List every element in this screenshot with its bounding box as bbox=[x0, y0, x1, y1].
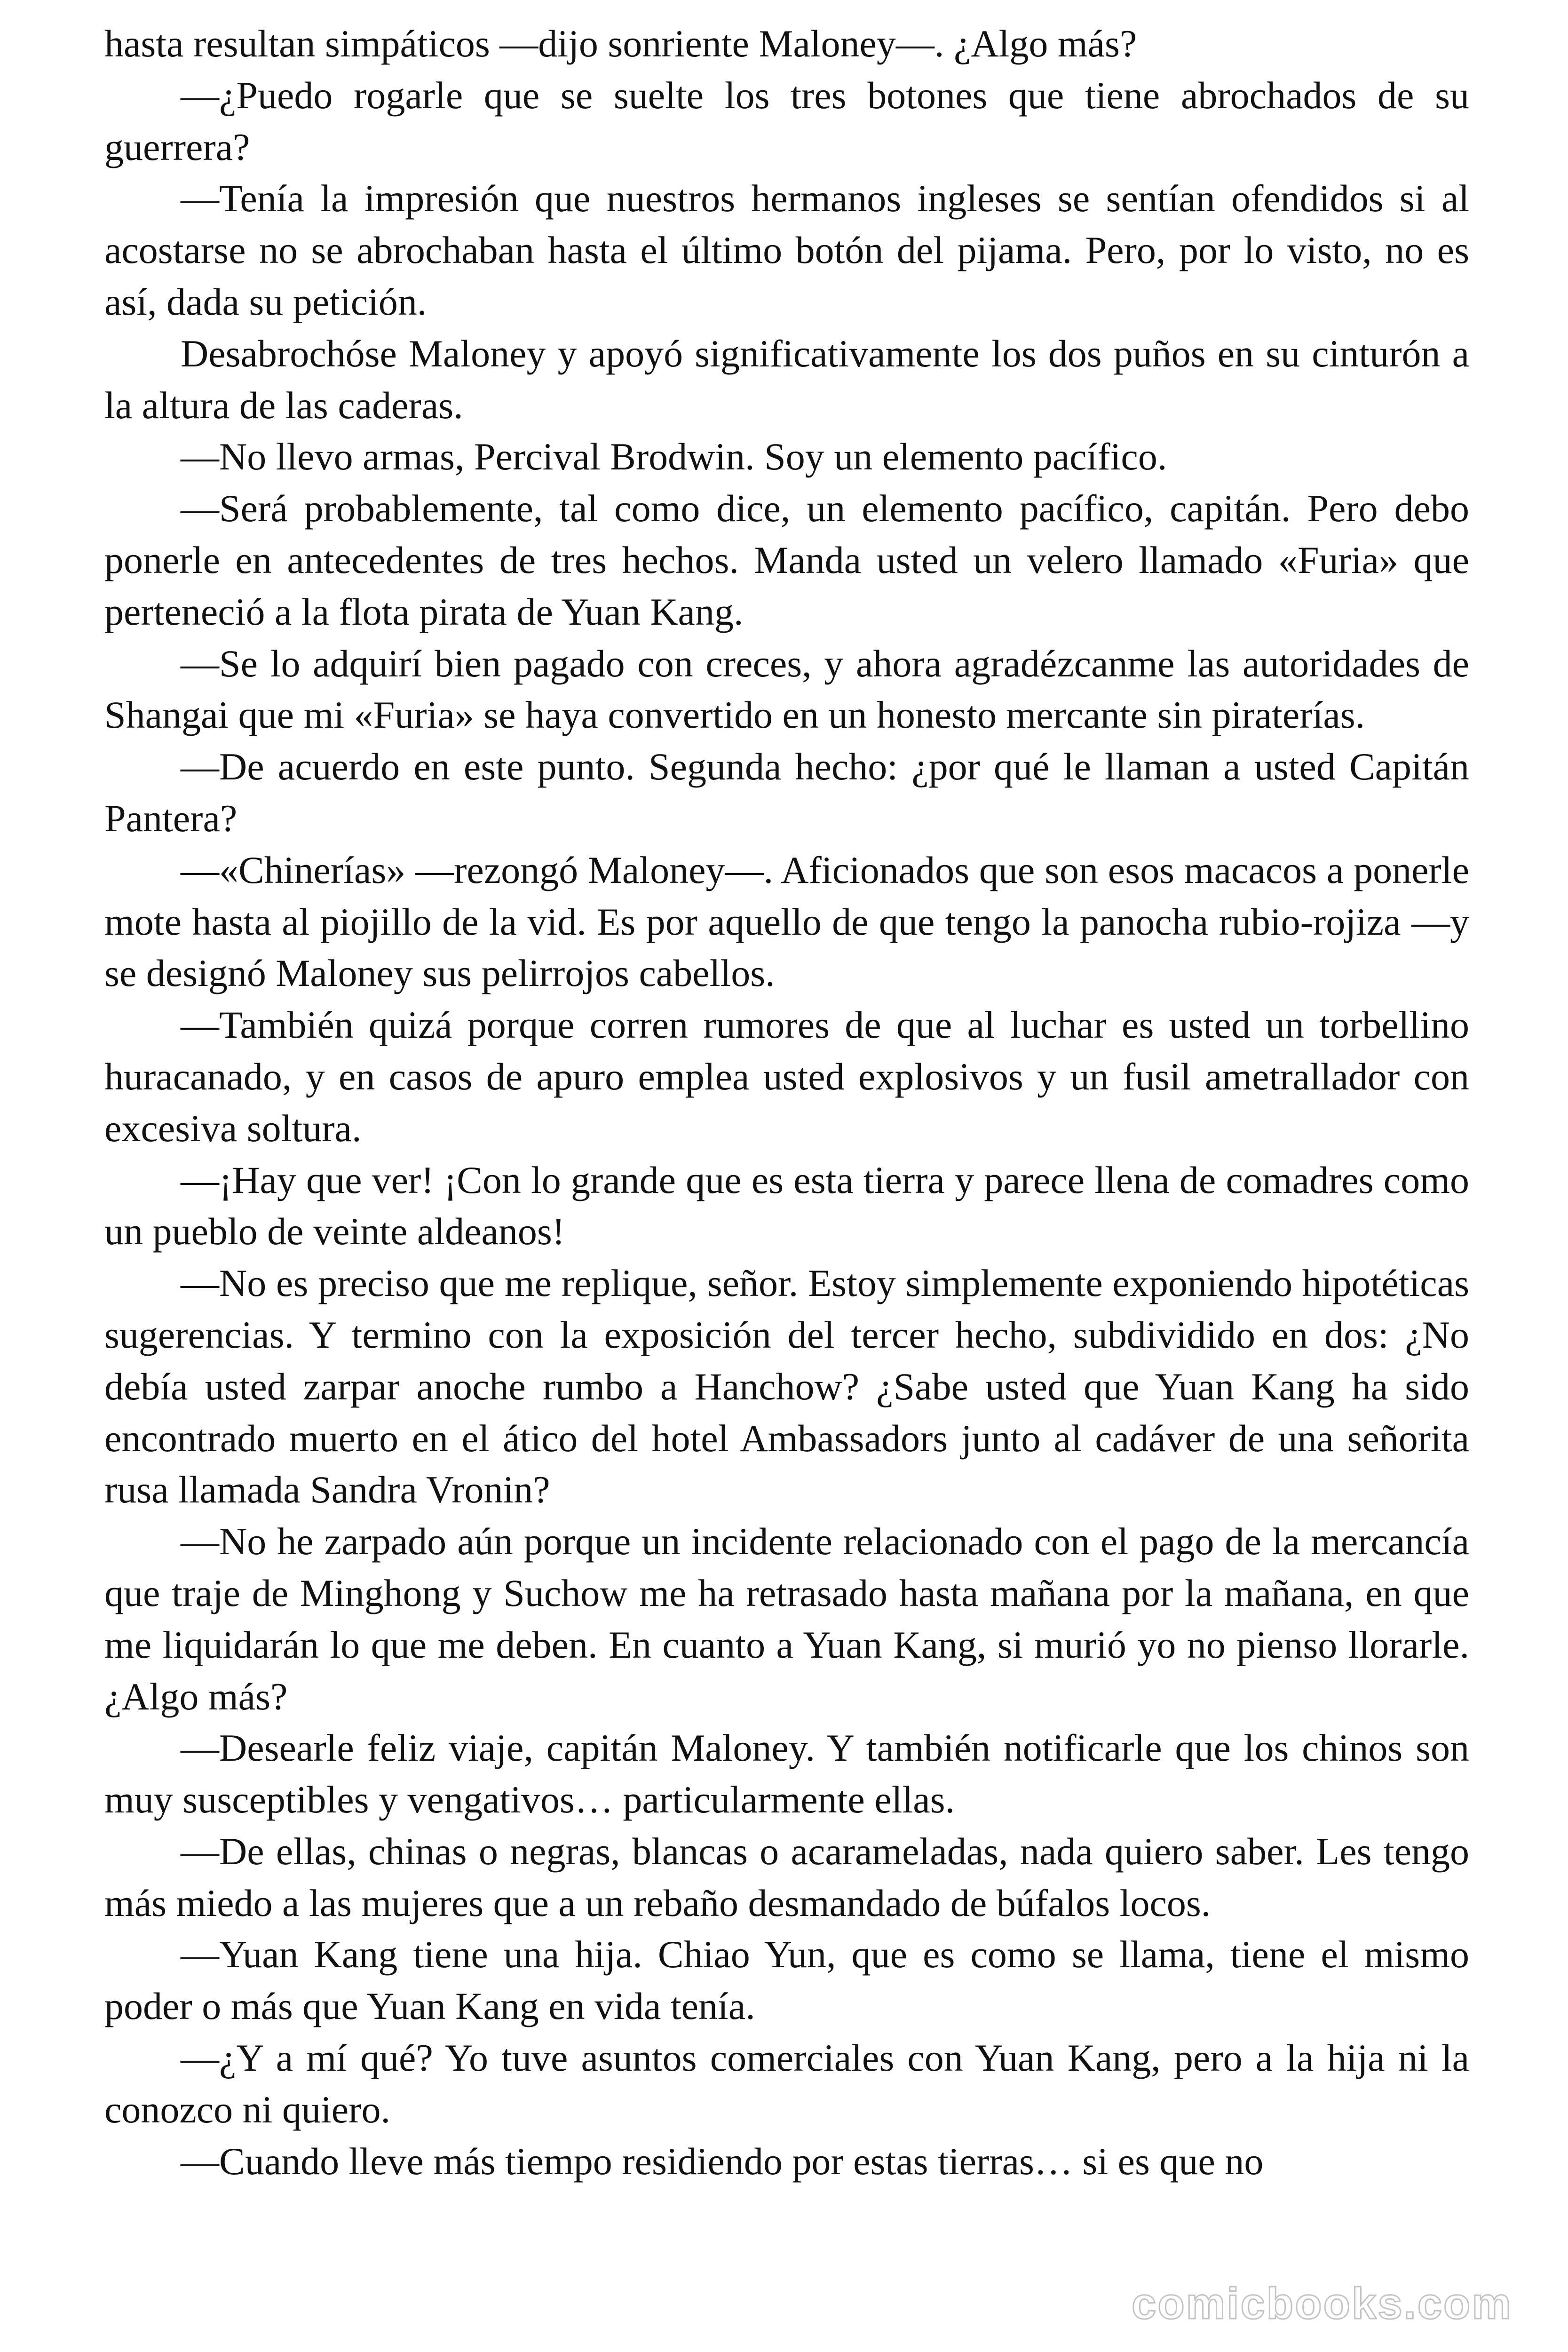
paragraph: Desabrochóse Maloney y apoyó significativamente los dos puños en su cinturón a la altura de las caderas. bbox=[104, 332, 1469, 427]
site-watermark: comicbooks.com bbox=[1132, 2279, 1513, 2328]
paragraph: —De acuerdo en este punto. Segunda hecho: ¿por qué le llaman a usted Capitán Pantera? bbox=[104, 745, 1469, 840]
paragraph: —Será probablemente, tal como dice, un elemento pacífico, capitán. Pero debo ponerle en antecedentes de tres hechos. Manda usted un velero llamado «Furia» que perteneció a la flota pirata de Yuan Kang. bbox=[104, 487, 1469, 633]
paragraph: —También quizá porque corren rumores de que al luchar es usted un torbellino huracanado, y en casos de apuro emplea usted explosivos y un fusil ametrallador con excesiva soltura. bbox=[104, 1003, 1469, 1150]
paragraph: —Cuando lleve más tiempo residiendo por estas tierras… si es que no bbox=[181, 2139, 1264, 2183]
paragraph: —No es preciso que me replique, señor. Estoy simplemente exponiendo hipotéticas sugerencias. Y termino con la exposición del tercer hecho, subdividido en dos: ¿No debía usted zarpar anoche rumbo a Hanchow? ¿Sabe usted que Yuan Kang ha sido encontrado muerto en el ático del hotel Ambassadors junto al cadáver de una señorita rusa llamada Sandra Vronin? bbox=[104, 1262, 1469, 1511]
paragraph: —Tenía la impresión que nuestros hermanos ingleses se sentían ofendidos si al acostarse no se abrochaban hasta el último botón del pijama. Pero, por lo visto, no es así, dada su petición. bbox=[104, 177, 1469, 323]
paragraph: —¡Hay que ver! ¡Con lo grande que es esta tierra y parece llena de comadres como un pueblo de veinte aldeanos! bbox=[104, 1158, 1469, 1253]
paragraph: —No llevo armas, Percival Brodwin. Soy un elemento pacífico. bbox=[181, 435, 1167, 478]
paragraph: —¿Puedo rogarle que se suelte los tres botones que tiene abrochados de su guerrera? bbox=[104, 73, 1469, 168]
paragraph: —¿Y a mí qué? Yo tuve asuntos comerciales con Yuan Kang, pero a la hija ni la conozco ni quiero. bbox=[104, 2036, 1469, 2131]
paragraph: —«Chinerías» —rezongó Maloney—. Aficionados que son esos macacos a ponerle mote hasta al piojillo de la vid. Es por aquello de que tengo la panocha rubio-rojiza —y se designó Maloney sus pelirrojos cabellos. bbox=[104, 848, 1469, 995]
paragraph: —De ellas, chinas o negras, blancas o acarameladas, nada quiero saber. Les tengo más miedo a las mujeres que a un rebaño desmandado de búfalos locos. bbox=[104, 1829, 1469, 1924]
paragraph: —Se lo adquirí bien pagado con creces, y ahora agradézcanme las autoridades de Shangai que mi «Furia» se haya convertido en un honesto mercante sin piraterías. bbox=[104, 642, 1469, 737]
paragraph: hasta resultan simpáticos —dijo sonriente Maloney—. ¿Algo más? bbox=[104, 22, 1137, 65]
paragraph: —Yuan Kang tiene una hija. Chiao Yun, que es como se llama, tiene el mismo poder o más que Yuan Kang en vida tenía. bbox=[104, 1933, 1469, 2028]
paragraph: —No he zarpado aún porque un incidente relacionado con el pago de la mercancía que traje de Minghong y Suchow me ha retrasado hasta mañana por la mañana, en que me liquidarán lo que me deben. En cuanto a Yuan Kang, si murió yo no pienso llorarle. ¿Algo más? bbox=[104, 1520, 1469, 1718]
book-page-text bbox=[104, 18, 1469, 2187]
paragraph: —Desearle feliz viaje, capitán Maloney. Y también notificarle que los chinos son muy susceptibles y vengativos… particularmente ellas. bbox=[104, 1726, 1469, 1821]
